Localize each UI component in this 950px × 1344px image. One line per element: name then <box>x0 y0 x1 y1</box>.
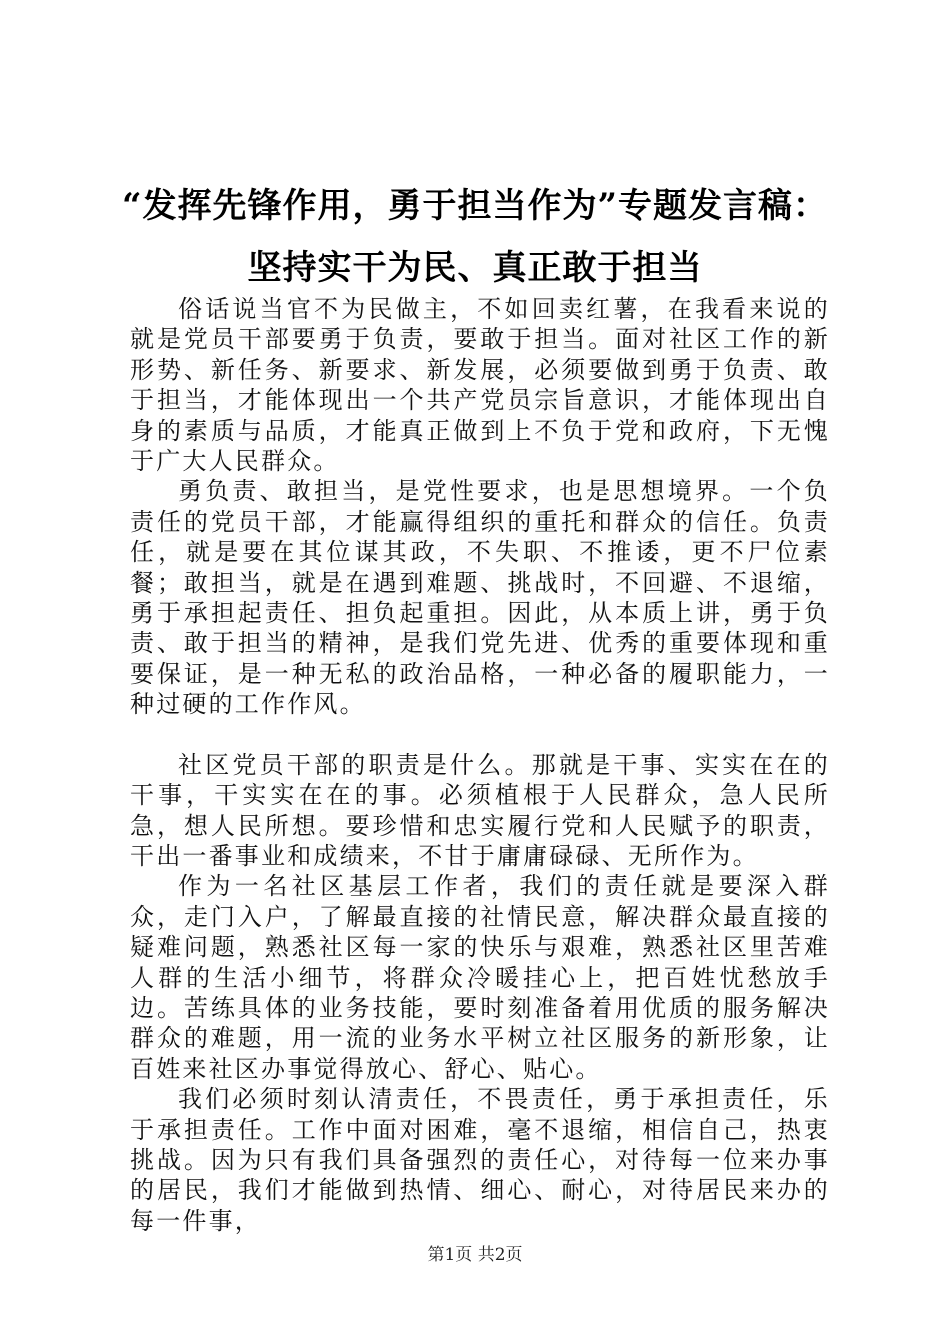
page-number-footer: 第1页 共2页 <box>427 1245 523 1265</box>
document-title-line-1: “发挥先锋作用，勇于担当作为”专题发言稿： <box>121 186 829 226</box>
paragraph: 勇负责、敢担当，是党性要求，也是思想境界。一个负责任的党员干部，才能赢得组织的重托和群众的信任。负责任，就是要在其位谋其政，不失职、不推诿，更不尸位素餐；敢担当，就是在遇到难题、挑战时，不回避、不退缩，勇于承担起责任、担负起重担。因此，从本质上讲，勇于负责、敢于担当的精神，是我们党先进、优秀的重要体现和重要保证，是一种无私的政治品格，一种必备的履职能力，一种过硬的工作作风。 <box>130 477 830 719</box>
document-body <box>130 294 830 1236</box>
paragraph: 作为一名社区基层工作者，我们的责任就是要深入群众，走门入户，了解最直接的社情民意，解决群众最直接的疑难问题，熟悉社区每一家的快乐与艰难，熟悉社区里苦难人群的生活小细节，将群众冷暖挂心上，把百姓忧愁放手边。苦练具体的业务技能，要时刻准备着用优质的服务解决群众的难题，用一流的业务水平树立社区服务的新形象，让百姓来社区办事觉得放心、舒心、贴心。 <box>130 872 830 1083</box>
paragraph: 我们必须时刻认清责任，不畏责任，勇于承担责任，乐于承担责任。工作中面对困难，毫不退缩，相信自己，热衷挑战。因为只有我们具备强烈的责任心，对待每一位来办事的居民，我们才能做到热情、细心、耐心，对待居民来办的每一件事， <box>130 1085 830 1235</box>
paragraph: 社区党员干部的职责是什么。那就是干事、实实在在的干事，干实实在在的事。必须植根于人民群众，急人民所急，想人民所想。要珍惜和忠实履行党和人民赋予的职责，干出一番事业和成绩来，不甘于庸庸碌碌、无所作为。 <box>130 750 830 870</box>
paragraph: 俗话说当官不为民做主，不如回卖红薯，在我看来说的就是党员干部要勇于负责，要敢于担当。面对社区工作的新形势、新任务、新要求、新发展，必须要做到勇于负责、敢于担当，才能体现出一个共产党员宗旨意识，才能体现出自身的素质与品质，才能真正做到上不负于党和政府，下无愧于广大人民群众。 <box>130 295 830 476</box>
document-title-line-2: 坚持实干为民、真正敢于担当 <box>247 248 703 288</box>
